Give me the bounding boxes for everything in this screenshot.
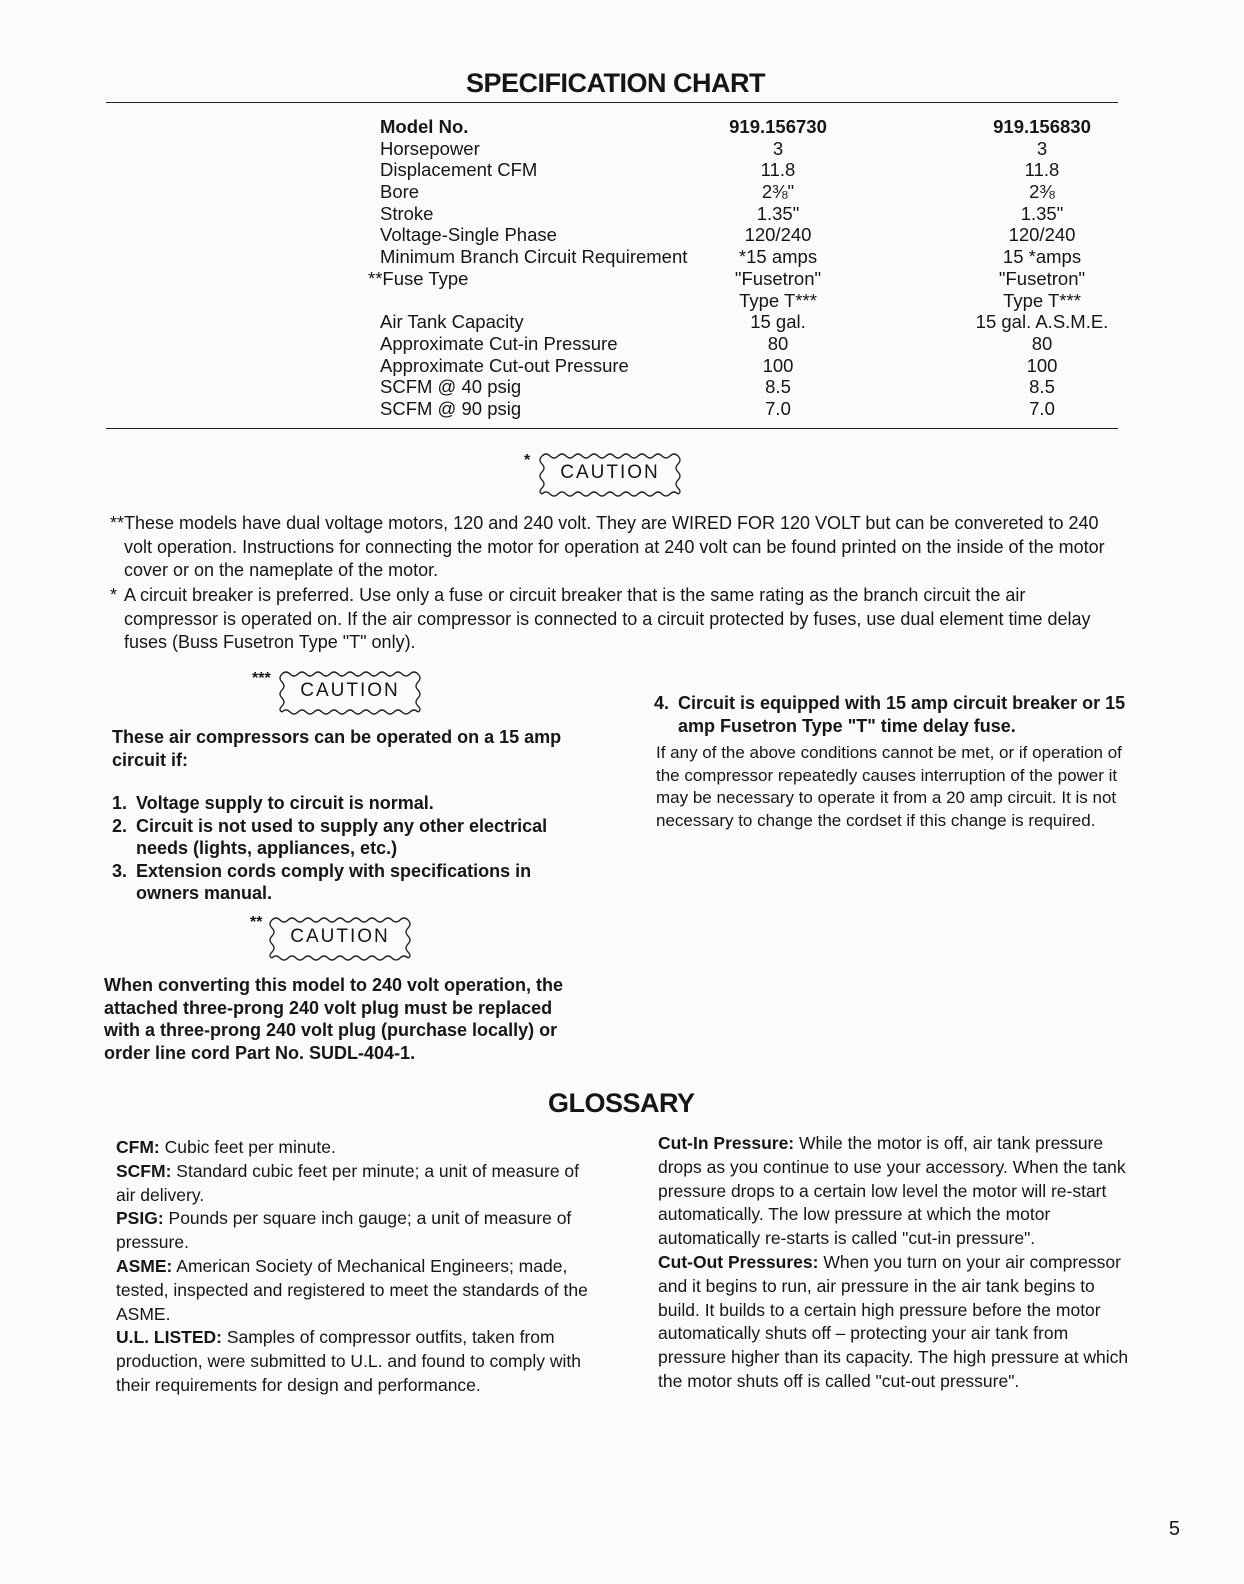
glossary-entry bbox=[116, 1326, 592, 1397]
spec-value-b: 3 bbox=[1036, 137, 1048, 159]
glossary-right bbox=[658, 1132, 1132, 1394]
list-num: 4. bbox=[654, 693, 670, 713]
spec-value-a: Type T*** bbox=[739, 289, 817, 311]
list-text: Circuit is not used to supply any other electrical needs (lights, appliances, etc.) bbox=[136, 815, 548, 858]
spec-label: Horsepower bbox=[380, 137, 480, 159]
spec-value-b: 11.8 bbox=[1024, 159, 1060, 181]
spec-label: Stroke bbox=[380, 202, 434, 224]
spec-label: SCFM @ 90 psig bbox=[380, 397, 522, 419]
list-item bbox=[112, 792, 592, 815]
dual-voltage-note bbox=[110, 512, 1124, 583]
dual-voltage-text: These models have dual voltage motors, 120 and 240 volt. They are WIRED FOR 120 VOLT but can be convereted to 240 volt operation. Instructions for connecting the motor for operation at 240 volt can be found printed on the inside of the motor cover or on the nameplate of the motor. bbox=[124, 513, 1105, 580]
spec-value-b: 100 bbox=[1026, 354, 1058, 376]
list-text: Circuit is equipped with 15 amp circuit breaker or 15 amp Fusetron Type "T" time delay fuse. bbox=[678, 693, 1126, 736]
list-num: 2. bbox=[112, 815, 128, 836]
glossary-entry bbox=[116, 1255, 592, 1326]
breaker-text: A circuit breaker is preferred. Use only a fuse or circuit breaker that is the same rating as the branch circuit the air compressor is operated on. If the air compressor is connected to a circuit protected by fuses, use dual element time delay fuses (Buss Fusetron Type "T" only). bbox=[124, 585, 1091, 652]
glossary-entry bbox=[116, 1207, 592, 1255]
spec-label: SCFM @ 40 psig bbox=[380, 376, 522, 398]
spec-value-a: 11.8 bbox=[760, 159, 796, 181]
glossary-def: When you turn on your air compressor and it begins to run, air pressure in the air tank begins to build. It builds to a certain high pressure before the motor automatically shuts off – protecting your air tank from pressure higher than its capacity. The high pressure at which the motor shuts off is called "cut-out pressure". bbox=[658, 1251, 1129, 1391]
glossary-term: PSIG: bbox=[116, 1208, 164, 1229]
spec-value-b: 2⅜ bbox=[1029, 181, 1055, 203]
caution-badge bbox=[536, 450, 684, 498]
spec-value-a: 8.5 bbox=[765, 376, 791, 398]
spec-label: Air Tank Capacity bbox=[380, 311, 524, 333]
caution-label: CAUTION bbox=[560, 462, 660, 483]
circuit-intro: These air compressors can be operated on a 15 amp circuit if: bbox=[112, 727, 562, 770]
convert-warning: When converting this model to 240 volt operation, the attached three-prong 240 volt plug must be replaced with a three-prong 240 volt plug (purchase locally) or order line cord Part No. SUDL-404-1. bbox=[104, 975, 564, 1063]
spec-label: Approximate Cut-in Pressure bbox=[380, 332, 618, 354]
caution-star-marker: * bbox=[524, 452, 531, 469]
spec-value-b: 80 bbox=[1031, 332, 1053, 354]
spec-value-b: 1.35" bbox=[1020, 202, 1064, 224]
list-num: 3. bbox=[112, 860, 128, 881]
spec-value-b: 8.5 bbox=[1029, 376, 1055, 398]
spec-title: SPECIFICATION CHART bbox=[466, 68, 765, 98]
spec-value-a: 15 gal. bbox=[750, 311, 806, 333]
spec-value-b: 120/240 bbox=[1008, 224, 1076, 246]
caution-badge bbox=[266, 914, 414, 962]
glossary-def: Cubic feet per minute. bbox=[164, 1137, 336, 1157]
condition-list bbox=[112, 792, 592, 905]
caution-star-marker: *** bbox=[252, 670, 271, 687]
list-text: Voltage supply to circuit is normal. bbox=[136, 793, 434, 813]
model-label: Model No. bbox=[380, 116, 469, 137]
glossary-title: GLOSSARY bbox=[548, 1088, 695, 1118]
caution-star-marker: ** bbox=[250, 914, 263, 931]
spec-label: **Fuse Type bbox=[368, 267, 469, 289]
glossary-def: Standard cubic feet per minute; a unit of measure of air delivery. bbox=[116, 1160, 580, 1205]
list-item bbox=[112, 860, 592, 905]
spec-label: Minimum Branch Circuit Requirement bbox=[380, 246, 688, 268]
spec-value-a: 7.0 bbox=[765, 397, 791, 419]
caution-label: CAUTION bbox=[300, 680, 400, 701]
spec-value-b: 7.0 bbox=[1029, 397, 1055, 419]
spec-label: Voltage-Single Phase bbox=[380, 224, 557, 246]
glossary-left bbox=[116, 1136, 592, 1398]
spec-value-a: 80 bbox=[767, 332, 789, 354]
followup-text: If any of the above conditions cannot be met, or if operation of the compressor repeatedly causes interruption of the power it may be necessary to operate it from a 20 amp circuit. It is not necessary to change the cordset if this change is required. bbox=[656, 743, 1122, 830]
glossary-entry bbox=[658, 1251, 1132, 1394]
glossary-entry bbox=[116, 1160, 592, 1208]
spec-label: Bore bbox=[380, 181, 420, 203]
list-num: 1. bbox=[112, 793, 128, 813]
spec-top-rule bbox=[106, 102, 1118, 103]
breaker-note bbox=[110, 584, 1124, 655]
spec-value-a: 1.35" bbox=[756, 202, 800, 224]
spec-value-b: Type T*** bbox=[1003, 289, 1081, 311]
spec-value-a: *15 amps bbox=[738, 246, 818, 268]
model-b: 919.156830 bbox=[993, 116, 1091, 137]
spec-value-a: "Fusetron" bbox=[734, 267, 822, 289]
spec-value-a: 100 bbox=[762, 354, 794, 376]
spec-value-b: "Fusetron" bbox=[998, 267, 1086, 289]
spec-value-a: 3 bbox=[772, 137, 784, 159]
caution-label: CAUTION bbox=[290, 926, 390, 947]
glossary-term: SCFM: bbox=[116, 1160, 172, 1181]
spec-label: Approximate Cut-out Pressure bbox=[380, 354, 629, 376]
model-a: 919.156730 bbox=[729, 116, 827, 137]
glossary-term: CFM: bbox=[116, 1137, 160, 1157]
page-number: 5 bbox=[1168, 1518, 1180, 1540]
glossary-def: While the motor is off, air tank pressure drops as you continue to use your accessory. When the tank pressure drops to a certain low level the motor will re-start automatically. The low pressure at which the motor automatically re-starts is called "cut-in pressure". bbox=[658, 1133, 1126, 1249]
glossary-entry bbox=[116, 1136, 592, 1160]
note-marker: ** bbox=[110, 513, 125, 533]
list-item bbox=[112, 815, 592, 860]
spec-value-a: 2⅜" bbox=[761, 181, 795, 203]
list-text: Extension cords comply with specifications in owners manual. bbox=[136, 860, 532, 903]
list-item bbox=[654, 692, 1132, 737]
glossary-def: Samples of compressor outfits, taken from production, were submitted to U.L. and found to comply with their requirements for design and performance. bbox=[116, 1327, 581, 1395]
glossary-term: ASME: bbox=[116, 1255, 173, 1276]
spec-value-b: 15 gal. A.S.M.E. bbox=[975, 311, 1109, 333]
condition-list-continued bbox=[654, 692, 1132, 737]
caution-badge bbox=[276, 668, 424, 716]
spec-value-b: 15 *amps bbox=[1002, 246, 1082, 268]
spec-bottom-rule bbox=[106, 428, 1118, 429]
glossary-entry bbox=[658, 1132, 1132, 1251]
glossary-def: American Society of Mechanical Engineers; made, tested, inspected and registered to meet the standards of the ASME. bbox=[116, 1255, 588, 1324]
glossary-term: Cut-Out Pressures: bbox=[658, 1251, 819, 1272]
spec-value-a: 120/240 bbox=[744, 224, 812, 246]
note-marker: * bbox=[110, 585, 118, 605]
glossary-term: Cut-In Pressure: bbox=[658, 1133, 795, 1153]
spec-label: Displacement CFM bbox=[380, 159, 538, 181]
glossary-def: Pounds per square inch gauge; a unit of measure of pressure. bbox=[116, 1208, 572, 1253]
glossary-term: U.L. LISTED: bbox=[116, 1327, 222, 1348]
